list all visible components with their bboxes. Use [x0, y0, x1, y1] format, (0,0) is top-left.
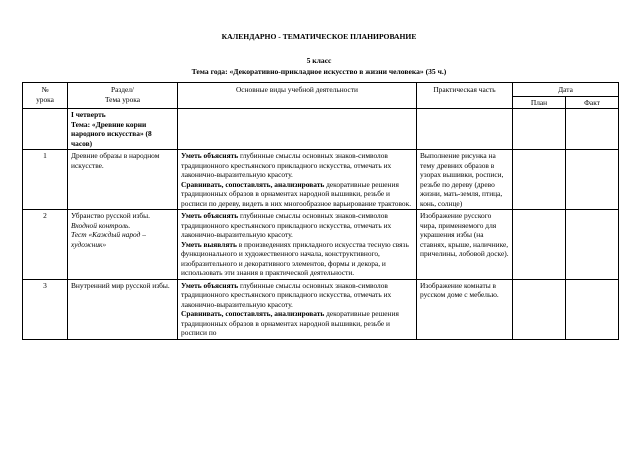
- lesson-topic: Убранство русской избы. Входной контроль. Тест «Каждый народ – художник»: [68, 210, 178, 280]
- date-plan-cell: [513, 210, 566, 280]
- col-header-practical: Практическая часть: [417, 83, 513, 109]
- quarter-cell: [68, 109, 178, 150]
- col-header-num: № урока: [23, 83, 68, 109]
- planning-table: [22, 82, 619, 340]
- lesson-practical: Выполнение рисунка на тему древних образов в узорах вышивки, росписи, резьбе по дереву (древо жизни, мать-земля, птица, конь, солнце): [417, 150, 513, 210]
- col-header-plan: План: [513, 96, 566, 109]
- year-theme: Тема года: «Декоративно-прикладное искусство в жизни человека» (35 ч.): [191, 67, 447, 76]
- date-fact-cell: [566, 150, 619, 210]
- col-header-activities: Основные виды учебной деятельности: [178, 83, 417, 109]
- quarter-label: I четверть: [71, 110, 106, 119]
- col-header-section: Раздел/ Тема урока: [68, 83, 178, 109]
- lesson-number: 1: [23, 150, 68, 210]
- control-label: Входной контроль.: [71, 220, 131, 230]
- table-row: [23, 150, 619, 210]
- quarter-row: [23, 109, 619, 150]
- date-fact-cell: [566, 279, 619, 339]
- lesson-topic: Древние образы в народном искусстве.: [68, 150, 178, 210]
- col-header-date: Дата: [513, 83, 619, 97]
- lesson-activities: Уметь объяснять глубинные смыслы основных знаков-символов традиционного крестьянского прикладного искусства, отмечать их лаконично-выразительную красоту. Уметь выявлять в произведениях прикладного искусства тесную связь функционального и художественного начала, конструктивного, изобразительного и декоративного элементов, формы и декора, и использовать эти знания в практической деятельности.: [178, 210, 417, 280]
- lesson-activities: Уметь объяснять глубинные смыслы основных знаков-символов традиционного крестьянского прикладного искусства, отмечать их лаконично-выразительную красоту. Сравнивать, сопоставлять, анализировать декоративные решения традиционных образов в орнаментах народной вышивки, резьбе и росписи по: [178, 279, 417, 339]
- lesson-topic: Внутренний мир русской избы.: [68, 279, 178, 339]
- test-label: Тест «Каждый народ – художник»: [71, 230, 146, 249]
- table-header-row: [23, 83, 619, 97]
- lesson-activities: Уметь объяснять глубинные смыслы основных знаков-символов традиционного крестьянского прикладного искусства, отмечать их лаконично-выразительную красоту. Сравнивать, сопоставлять, анализировать декоративные решения традиционных образов в орнаментах народной вышивки, резьбе и росписи по дереву, видеть в них многообразное варьирование трактовок.: [178, 150, 417, 210]
- page-title: КАЛЕНДАРНО - ТЕМАТИЧЕСКОЕ ПЛАНИРОВАНИЕ: [221, 32, 417, 41]
- table-row: [23, 279, 619, 339]
- lesson-practical: Изображение комнаты в русском доме с мебелью.: [417, 279, 513, 339]
- date-fact-cell: [566, 210, 619, 280]
- col-header-fact: Факт: [566, 96, 619, 109]
- lesson-number: 2: [23, 210, 68, 280]
- lesson-practical: Изображение русского чира, применяемого для украшения избы (на ставнях, крыше, наличнике, причелины, лобовой доске).: [417, 210, 513, 280]
- lesson-number: 3: [23, 279, 68, 339]
- date-plan-cell: [513, 150, 566, 210]
- table-row: [23, 210, 619, 280]
- date-plan-cell: [513, 279, 566, 339]
- grade-label: 5 класс: [306, 56, 332, 65]
- quarter-theme: Тема: «Древние корни народного искусства» (8 часов): [71, 119, 152, 148]
